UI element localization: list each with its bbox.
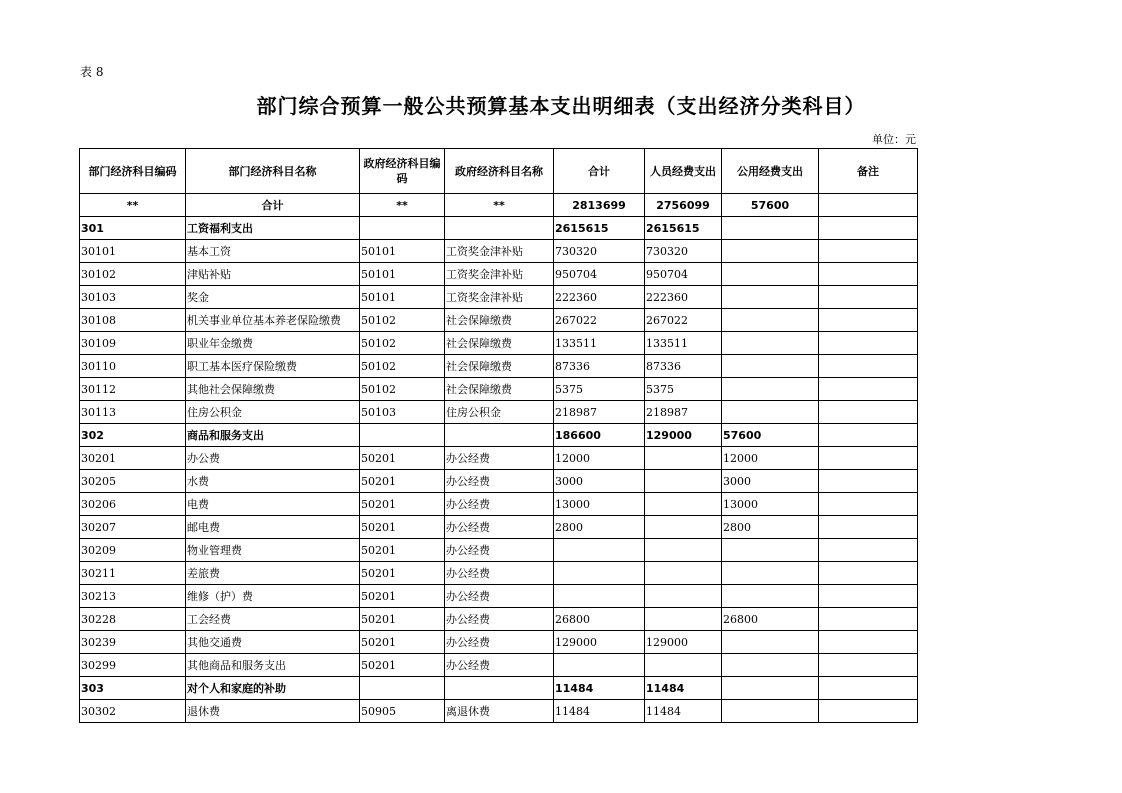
table-cell: 222360 [554, 286, 645, 309]
table-cell [819, 516, 918, 539]
table-cell: 50905 [360, 700, 445, 723]
table-cell [722, 263, 819, 286]
table-cell: 218987 [554, 401, 645, 424]
table-cell [722, 355, 819, 378]
table-cell: 住房公积金 [445, 401, 554, 424]
table-cell: 30102 [80, 263, 186, 286]
table-cell: 机关事业单位基本养老保险缴费 [186, 309, 360, 332]
table-cell: 办公经费 [445, 654, 554, 677]
table-cell [554, 585, 645, 608]
table-row [80, 608, 918, 631]
table-cell: 奖金 [186, 286, 360, 309]
table-cell: 730320 [645, 240, 722, 263]
category-row [80, 677, 918, 700]
table-cell [722, 677, 819, 700]
table-cell: 87336 [645, 355, 722, 378]
table-cell [445, 677, 554, 700]
table-cell: 30201 [80, 447, 186, 470]
table-cell: 办公经费 [445, 539, 554, 562]
table-cell [722, 309, 819, 332]
table-cell: 职业年金缴费 [186, 332, 360, 355]
table-cell: 住房公积金 [186, 401, 360, 424]
table-cell [645, 470, 722, 493]
table-cell: 50201 [360, 631, 445, 654]
table-cell: 30302 [80, 700, 186, 723]
table-cell: 13000 [722, 493, 819, 516]
table-cell [819, 309, 918, 332]
table-cell: 其他社会保障缴费 [186, 378, 360, 401]
total-cell: 合计 [186, 194, 360, 217]
table-cell: 办公经费 [445, 493, 554, 516]
table-cell: 5375 [645, 378, 722, 401]
header-cell: 政府经济科目编码 [360, 149, 445, 194]
table-cell: 303 [80, 677, 186, 700]
table-cell: 30113 [80, 401, 186, 424]
table-cell: 129000 [645, 424, 722, 447]
table-cell: 维修（护）费 [186, 585, 360, 608]
table-cell: 5375 [554, 378, 645, 401]
table-cell: 50201 [360, 562, 445, 585]
table-cell: 50102 [360, 378, 445, 401]
table-cell: 社会保障缴费 [445, 355, 554, 378]
table-cell: 50201 [360, 470, 445, 493]
header-cell: 合计 [554, 149, 645, 194]
table-cell [819, 562, 918, 585]
table-cell [819, 700, 918, 723]
table-cell [819, 378, 918, 401]
table-cell [554, 654, 645, 677]
table-cell: 30108 [80, 309, 186, 332]
table-cell: 50101 [360, 286, 445, 309]
table-row [80, 309, 918, 332]
table-cell: 30211 [80, 562, 186, 585]
table-cell [819, 263, 918, 286]
table-cell: 30112 [80, 378, 186, 401]
table-cell: 30101 [80, 240, 186, 263]
table-cell: 11484 [645, 677, 722, 700]
table-cell [819, 539, 918, 562]
table-row [80, 539, 918, 562]
table-cell: 办公经费 [445, 516, 554, 539]
total-cell: ** [80, 194, 186, 217]
table-cell: 267022 [554, 309, 645, 332]
table-cell: 对个人和家庭的补助 [186, 677, 360, 700]
table-cell [819, 447, 918, 470]
table-cell: 办公经费 [445, 631, 554, 654]
table-cell: 离退休费 [445, 700, 554, 723]
table-cell: 30109 [80, 332, 186, 355]
table-cell [819, 286, 918, 309]
table-cell [645, 654, 722, 677]
table-row [80, 263, 918, 286]
table-cell: 950704 [554, 263, 645, 286]
table-cell [722, 562, 819, 585]
table-cell [360, 217, 445, 240]
table-cell [722, 585, 819, 608]
total-cell [819, 194, 918, 217]
table-cell [722, 539, 819, 562]
table-cell [819, 355, 918, 378]
table-row [80, 401, 918, 424]
table-cell: 30110 [80, 355, 186, 378]
table-cell: 50101 [360, 240, 445, 263]
table-cell: 其他商品和服务支出 [186, 654, 360, 677]
table-cell: 129000 [554, 631, 645, 654]
table-cell: 邮电费 [186, 516, 360, 539]
table-cell [645, 447, 722, 470]
table-row [80, 332, 918, 355]
table-row [80, 447, 918, 470]
table-cell: 30213 [80, 585, 186, 608]
total-cell: 57600 [722, 194, 819, 217]
header-cell: 部门经济科目名称 [186, 149, 360, 194]
header-cell: 人员经费支出 [645, 149, 722, 194]
table-cell [360, 677, 445, 700]
table-cell: 基本工资 [186, 240, 360, 263]
table-cell: 222360 [645, 286, 722, 309]
table-row [80, 585, 918, 608]
total-cell: ** [360, 194, 445, 217]
table-cell: 50201 [360, 585, 445, 608]
table-cell: 50201 [360, 447, 445, 470]
table-cell [819, 240, 918, 263]
table-cell: 30209 [80, 539, 186, 562]
table-cell: 2800 [554, 516, 645, 539]
table-cell: 186600 [554, 424, 645, 447]
table-cell: 津贴补贴 [186, 263, 360, 286]
table-cell: 办公经费 [445, 447, 554, 470]
table-row [80, 516, 918, 539]
table-cell: 社会保障缴费 [445, 309, 554, 332]
table-cell [722, 217, 819, 240]
table-cell: 267022 [645, 309, 722, 332]
table-cell: 差旅费 [186, 562, 360, 585]
table-row [80, 493, 918, 516]
header-cell: 政府经济科目名称 [445, 149, 554, 194]
table-cell: 133511 [645, 332, 722, 355]
table-row [80, 470, 918, 493]
table-row [80, 562, 918, 585]
table-cell: 其他交通费 [186, 631, 360, 654]
table-cell [645, 608, 722, 631]
table-cell: 3000 [554, 470, 645, 493]
table-cell [819, 585, 918, 608]
table-cell [554, 562, 645, 585]
table-cell [819, 401, 918, 424]
table-cell: 30206 [80, 493, 186, 516]
table-cell: 50201 [360, 516, 445, 539]
table-cell [722, 240, 819, 263]
table-cell: 工会经费 [186, 608, 360, 631]
table-cell [722, 401, 819, 424]
table-cell: 办公经费 [445, 585, 554, 608]
table-cell: 57600 [722, 424, 819, 447]
table-cell: 办公费 [186, 447, 360, 470]
table-cell: 50201 [360, 608, 445, 631]
table-row [80, 654, 918, 677]
table-cell: 工资福利支出 [186, 217, 360, 240]
table-cell [819, 470, 918, 493]
unit-label: 单位：元 [872, 133, 916, 146]
table-cell: 13000 [554, 493, 645, 516]
table-cell: 11484 [645, 700, 722, 723]
table-cell: 50201 [360, 654, 445, 677]
table-cell [722, 654, 819, 677]
table-row [80, 631, 918, 654]
table-cell [722, 700, 819, 723]
table-cell [819, 493, 918, 516]
table-cell: 218987 [645, 401, 722, 424]
table-cell [645, 516, 722, 539]
table-cell: 129000 [645, 631, 722, 654]
table-cell: 30299 [80, 654, 186, 677]
table-cell: 30205 [80, 470, 186, 493]
total-cell: 2756099 [645, 194, 722, 217]
table-cell [645, 493, 722, 516]
table-cell: 12000 [722, 447, 819, 470]
table-cell: 职工基本医疗保险缴费 [186, 355, 360, 378]
table-row [80, 700, 918, 723]
table-cell: 950704 [645, 263, 722, 286]
table-cell: 工资奖金津补贴 [445, 240, 554, 263]
table-cell [819, 217, 918, 240]
table-row [80, 286, 918, 309]
table-cell: 50102 [360, 332, 445, 355]
category-row [80, 424, 918, 447]
table-cell: 26800 [722, 608, 819, 631]
table-cell [819, 424, 918, 447]
table-cell: 26800 [554, 608, 645, 631]
table-cell: 302 [80, 424, 186, 447]
table-cell: 2615615 [554, 217, 645, 240]
table-cell: 工资奖金津补贴 [445, 263, 554, 286]
table-cell: 30103 [80, 286, 186, 309]
table-cell: 商品和服务支出 [186, 424, 360, 447]
table-cell [445, 217, 554, 240]
table-cell [645, 585, 722, 608]
table-cell [554, 539, 645, 562]
table-cell [819, 631, 918, 654]
table-cell: 退休费 [186, 700, 360, 723]
total-row [80, 194, 918, 217]
table-cell [722, 286, 819, 309]
table-cell [722, 378, 819, 401]
table-cell [819, 332, 918, 355]
table-cell [722, 332, 819, 355]
table-cell: 工资奖金津补贴 [445, 286, 554, 309]
header-cell: 备注 [819, 149, 918, 194]
table-cell [819, 608, 918, 631]
table-cell [819, 654, 918, 677]
table-cell: 电费 [186, 493, 360, 516]
table-cell: 办公经费 [445, 608, 554, 631]
table-row [80, 378, 918, 401]
table-cell: 办公经费 [445, 470, 554, 493]
budget-table [79, 148, 918, 723]
table-cell: 50102 [360, 355, 445, 378]
table-cell [645, 539, 722, 562]
table-cell: 30228 [80, 608, 186, 631]
table-cell [722, 631, 819, 654]
table-number: 表 8 [80, 65, 104, 79]
table-cell: 30239 [80, 631, 186, 654]
table-cell: 11484 [554, 677, 645, 700]
table-cell: 30207 [80, 516, 186, 539]
table-cell: 11484 [554, 700, 645, 723]
table-cell: 社会保障缴费 [445, 332, 554, 355]
table-cell: 2800 [722, 516, 819, 539]
total-cell: ** [445, 194, 554, 217]
table-cell [360, 424, 445, 447]
total-cell: 2813699 [554, 194, 645, 217]
table-cell: 3000 [722, 470, 819, 493]
header-cell: 部门经济科目编码 [80, 149, 186, 194]
table-cell: 50102 [360, 309, 445, 332]
table-cell [445, 424, 554, 447]
table-cell [645, 562, 722, 585]
table-cell: 12000 [554, 447, 645, 470]
table-row [80, 355, 918, 378]
table-cell: 物业管理费 [186, 539, 360, 562]
document-title: 部门综合预算一般公共预算基本支出明细表（支出经济分类科目） [256, 94, 866, 118]
table-cell: 社会保障缴费 [445, 378, 554, 401]
category-row [80, 217, 918, 240]
table-cell: 50103 [360, 401, 445, 424]
table-cell: 办公经费 [445, 562, 554, 585]
table-cell: 50201 [360, 493, 445, 516]
table-cell: 50201 [360, 539, 445, 562]
table-cell: 50101 [360, 263, 445, 286]
header-cell: 公用经费支出 [722, 149, 819, 194]
header-row [80, 149, 918, 194]
table-cell [819, 677, 918, 700]
table-cell: 730320 [554, 240, 645, 263]
table-cell: 87336 [554, 355, 645, 378]
table-row [80, 240, 918, 263]
table-cell: 133511 [554, 332, 645, 355]
table-cell: 2615615 [645, 217, 722, 240]
table-cell: 水费 [186, 470, 360, 493]
table-cell: 301 [80, 217, 186, 240]
